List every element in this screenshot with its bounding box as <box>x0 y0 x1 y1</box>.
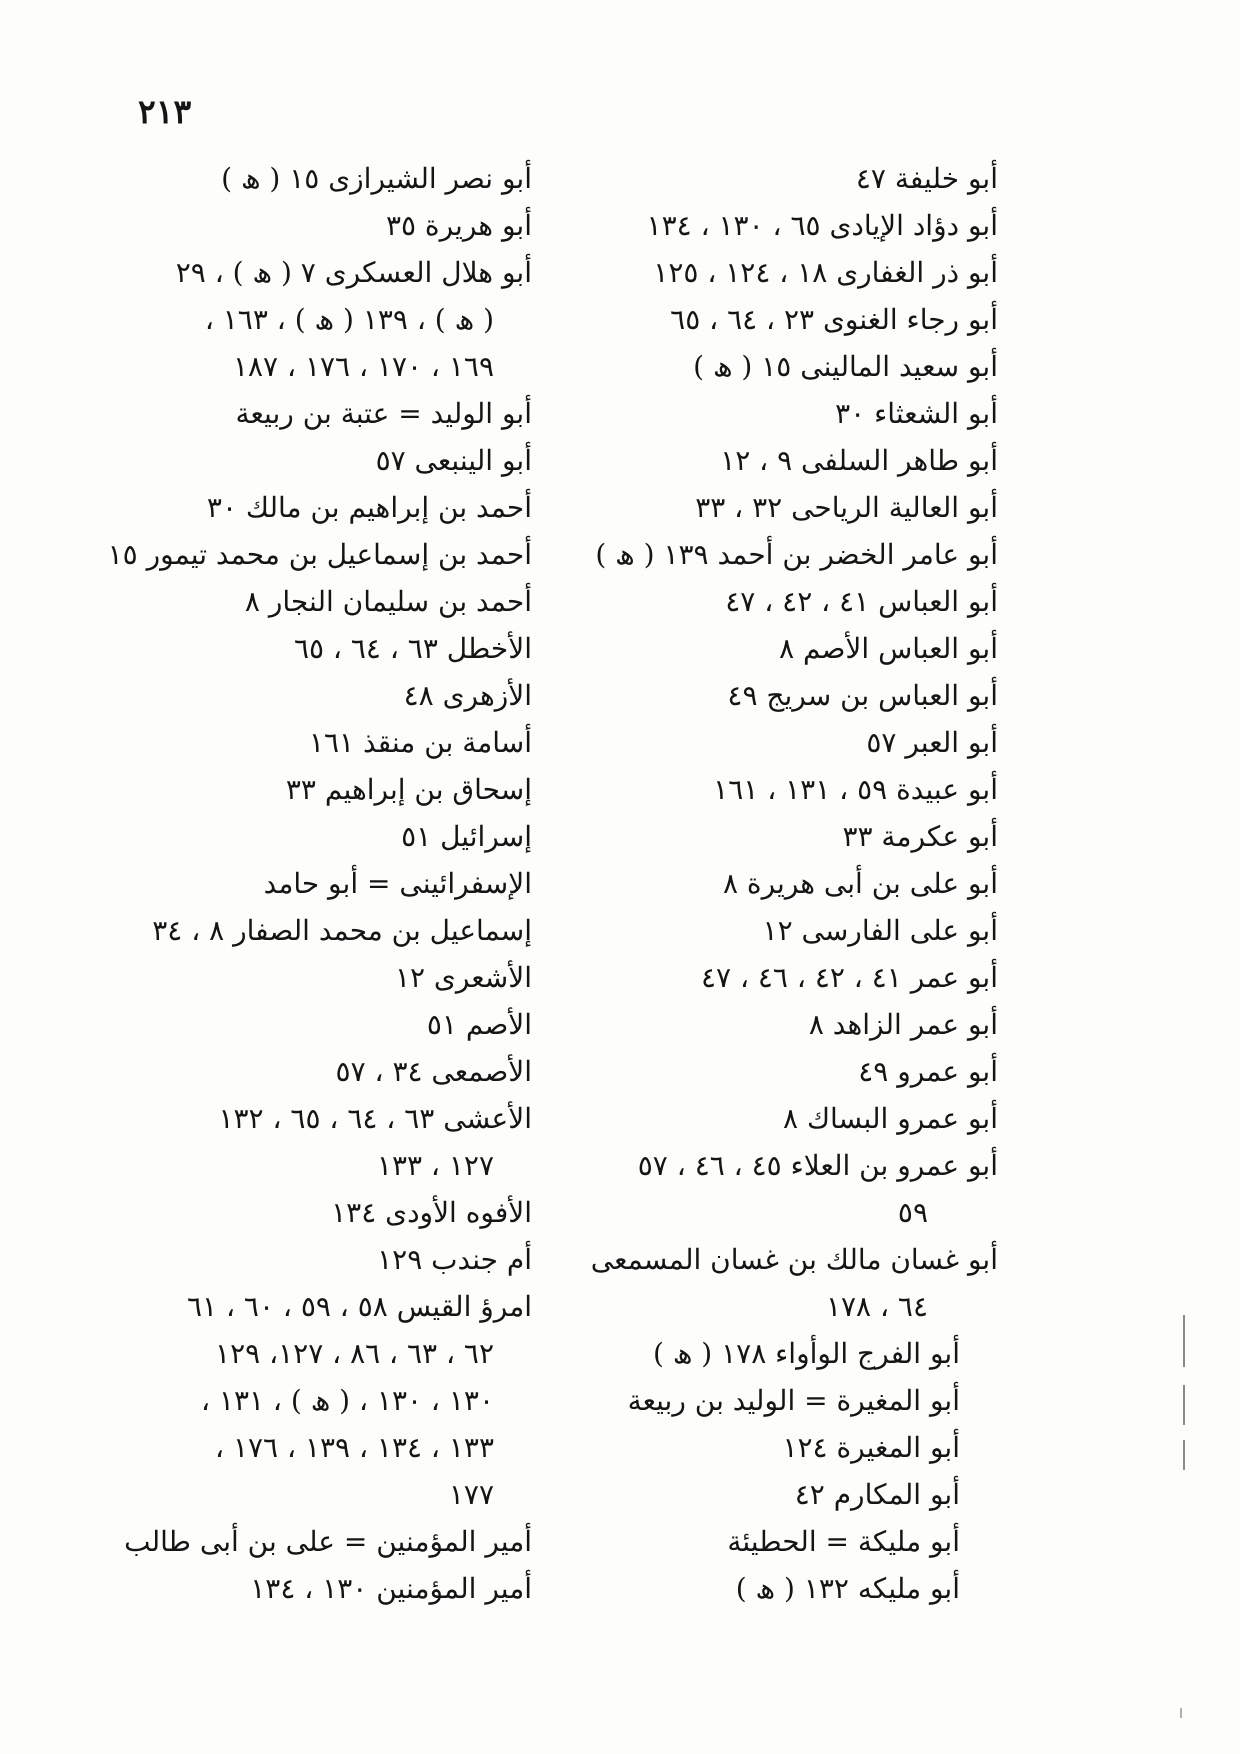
index-entry-continuation: ١٢٧ ، ١٣٣ <box>376 1149 494 1182</box>
index-entry: إسماعيل بن محمد الصفار ٨ ، ٣٤ <box>152 914 532 947</box>
index-entry: أبو مليكه ١٣٢ ( ھ ) <box>735 1572 960 1605</box>
index-entry-continuation: ١٦٩ ، ١٧٠ ، ١٧٦ ، ١٨٧ <box>232 350 494 383</box>
index-entry: أحمد بن سليمان النجار ٨ <box>244 585 532 618</box>
index-entry: امرؤ القيس ٥٨ ، ٥٩ ، ٦٠ ، ٦١ <box>186 1290 532 1323</box>
scan-margin-mark <box>1183 1440 1185 1470</box>
page-number: ٢١٣ <box>138 92 192 131</box>
index-entry: أبو رجاء الغنوى ٢٣ ، ٦٤ ، ٦٥ <box>670 303 998 336</box>
index-entry: أبو عكرمة ٣٣ <box>842 820 998 853</box>
scan-margin-mark <box>1183 1315 1185 1367</box>
index-entry: أبو هريرة ٣٥ <box>385 209 532 242</box>
index-entry: الأخطل ٦٣ ، ٦٤ ، ٦٥ <box>293 632 532 665</box>
index-entry: الإسفرائينى = أبو حامد <box>263 867 532 900</box>
index-entry: الأعشى ٦٣ ، ٦٤ ، ٦٥ ، ١٣٢ <box>218 1102 532 1135</box>
index-entry: الأفوه الأودى ١٣٤ <box>331 1196 532 1229</box>
index-entry: أبو دؤاد الإيادى ٦٥ ، ١٣٠ ، ١٣٤ <box>646 209 998 242</box>
index-entry: أبو سعيد المالينى ١٥ ( ھ ) <box>693 350 998 383</box>
index-entry: أمير المؤمنين ١٣٠ ، ١٣٤ <box>250 1572 532 1605</box>
index-entry: أبو عمرو البساك ٨ <box>783 1102 998 1135</box>
index-entry: أبو عمرو ٤٩ <box>858 1055 998 1088</box>
index-entry: أسامة بن منقذ ١٦١ <box>308 726 532 759</box>
index-entry: أبو نصر الشيرازى ١٥ ( ھ ) <box>221 162 532 195</box>
index-entry: أبو عمر الزاهد ٨ <box>808 1008 998 1041</box>
index-entry: الأصمعى ٣٤ ، ٥٧ <box>335 1055 532 1088</box>
index-entry: أبو على بن أبى هريرة ٨ <box>722 867 998 900</box>
index-column-right <box>590 155 998 1612</box>
index-entry: أبو عامر الخضر بن أحمد ١٣٩ ( ھ ) <box>595 538 998 571</box>
index-entry: أبو الينبعى ٥٧ <box>375 444 532 477</box>
index-entry-continuation: ١٣٠ ، ١٣٠ ، ( ھ ) ، ١٣١ ، <box>200 1384 494 1417</box>
index-entry: الأزهرى ٤٨ <box>403 679 532 712</box>
index-entry-continuation: ( ھ ) ، ١٣٩ ( ھ ) ، ١٦٣ ، <box>204 303 494 336</box>
index-entry: أبو العبر ٥٧ <box>866 726 998 759</box>
index-entry-continuation: ١٧٧ <box>448 1478 494 1511</box>
index-entry: أبو ذر الغفارى ١٨ ، ١٢٤ ، ١٢٥ <box>653 256 998 289</box>
index-entry: أبو الوليد = عتبة بن ربيعة <box>235 397 532 430</box>
index-entry-continuation: ١٣٣ ، ١٣٤ ، ١٣٩ ، ١٧٦ ، <box>215 1431 494 1464</box>
index-entry: أم جندب ١٢٩ <box>377 1243 532 1276</box>
index-entry-continuation: ٦٢ ، ٦٣ ، ٨٦ ، ١٢٧، ١٢٩ <box>215 1337 494 1370</box>
index-entry: أبو العباس بن سريج ٤٩ <box>727 679 998 712</box>
index-entry: أبو على الفارسى ١٢ <box>762 914 998 947</box>
index-column-left <box>107 155 532 1612</box>
index-entry: أحمد بن إسماعيل بن محمد تيمور ١٥ <box>107 538 532 571</box>
index-entry: أبو العباس الأصم ٨ <box>779 632 998 665</box>
index-entry: أبو غسان مالك بن غسان المسمعى <box>590 1243 998 1276</box>
index-entry: أبو عمر ٤١ ، ٤٢ ، ٤٦ ، ٤٧ <box>700 961 998 994</box>
index-entry-continuation: ٦٤ ، ١٧٨ <box>825 1290 928 1323</box>
index-entry-continuation: ٥٩ <box>897 1196 928 1229</box>
index-entry: أبو مليكة = الحطيئة <box>727 1525 960 1558</box>
scan-margin-mark <box>1183 1385 1185 1425</box>
index-entry: أبو العالية الرياحى ٣٢ ، ٣٣ <box>695 491 998 524</box>
index-entry: أبو طاهر السلفى ٩ ، ١٢ <box>720 444 998 477</box>
index-entry: الأصم ٥١ <box>426 1008 532 1041</box>
index-entry: أبو العباس ٤١ ، ٤٢ ، ٤٧ <box>725 585 998 618</box>
index-entry: أبو الفرج الوأواء ١٧٨ ( ھ ) <box>653 1337 960 1370</box>
index-entry: أبو المغيرة ١٢٤ <box>782 1431 960 1464</box>
index-entry: أبو المكارم ٤٢ <box>794 1478 960 1511</box>
scan-speck <box>1180 1708 1182 1718</box>
index-entry: إسرائيل ٥١ <box>401 820 532 853</box>
index-entry: الأشعرى ١٢ <box>394 961 532 994</box>
index-entry: أبو هلال العسكرى ٧ ( ھ ) ، ٢٩ <box>175 256 532 289</box>
index-entry: أبو عبيدة ٥٩ ، ١٣١ ، ١٦١ <box>713 773 998 806</box>
index-entry: أبو المغيرة = الوليد بن ربيعة <box>627 1384 960 1417</box>
index-entry: أبو عمرو بن العلاء ٤٥ ، ٤٦ ، ٥٧ <box>637 1149 998 1182</box>
index-entry: إسحاق بن إبراهيم ٣٣ <box>285 773 532 806</box>
index-entry: أبو الشعثاء ٣٠ <box>835 397 998 430</box>
index-entry: أحمد بن إبراهيم بن مالك ٣٠ <box>206 491 532 524</box>
index-entry: أمير المؤمنين = على بن أبى طالب <box>124 1525 532 1558</box>
index-entry: أبو خليفة ٤٧ <box>855 162 998 195</box>
